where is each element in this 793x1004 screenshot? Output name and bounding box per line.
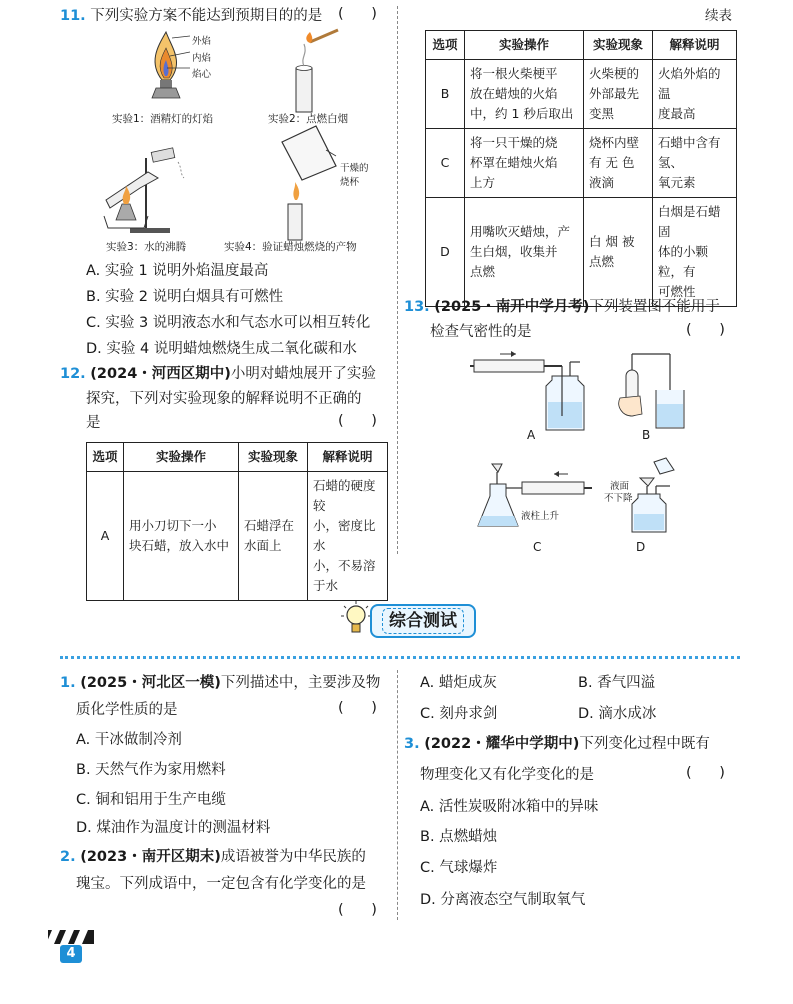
flame-label-core: 焰心 xyxy=(192,69,212,80)
apparatus-c-label: C xyxy=(533,540,542,554)
table-header-row xyxy=(426,31,737,60)
q11-option-d[interactable]: D. 实验 4 说明蜡烛燃烧生成二氧化碳和水 xyxy=(86,341,357,357)
table-header-row xyxy=(87,443,388,472)
row-c-explanation: 石蜡中含有氢、 氧元素 xyxy=(653,129,737,198)
c3-option-a[interactable]: A. 活性炭吸附冰箱中的异味 xyxy=(420,799,599,815)
q12-source: (2024・河西区期中) xyxy=(90,366,231,382)
c1-number: 1. xyxy=(60,675,76,691)
q12-answer-paren[interactable]: ( ) xyxy=(338,413,377,429)
row-a-explanation: 石蜡的硬度较 小，密度比水 小，不易溶于水 xyxy=(308,472,388,601)
row-a-phenomenon: 石蜡浮在 水面上 xyxy=(239,472,308,601)
th-operation: 实验操作 xyxy=(124,443,239,472)
alcohol-lamp-flame-illustration xyxy=(152,32,190,98)
c1-option-a[interactable]: A. 干冰做制冷剂 xyxy=(76,732,182,748)
row-d-option: D xyxy=(426,198,465,307)
row-c-option: C xyxy=(426,129,465,198)
q12-number: 12. xyxy=(60,366,86,382)
c3-source: (2022・耀华中学期中) xyxy=(424,736,580,752)
c1-option-d[interactable]: D. 煤油作为温度计的测温材料 xyxy=(76,820,271,836)
q13-number: 13. xyxy=(404,299,430,315)
c2-stem-2: 瑰宝。下列成语中，一定包含有化学变化的是 xyxy=(76,876,366,892)
c2-answer-paren[interactable]: ( ) xyxy=(338,902,377,918)
c1-option-b[interactable]: B. 天然气作为家用燃料 xyxy=(76,762,226,778)
c1-answer-paren[interactable]: ( ) xyxy=(338,700,377,716)
c3-stem-2: 物理变化又有化学变化的是 xyxy=(420,767,594,783)
continued-label: 续表 xyxy=(705,8,732,24)
apparatus-d-label: D xyxy=(636,540,646,554)
c3-stem-1: 下列变化过程中既有 xyxy=(579,736,710,752)
row-c-phenomenon: 烧杯内壁 有 无 色 液滴 xyxy=(584,129,653,198)
th-explanation: 解释说明 xyxy=(653,31,737,60)
q11-stem-line xyxy=(60,6,322,26)
page-number-badge xyxy=(48,930,94,964)
table-row xyxy=(87,472,388,601)
q12-stem-line-1 xyxy=(60,364,376,384)
level-not-drop-label-2: 不下降 xyxy=(604,493,633,504)
c3-option-c[interactable]: C. 气球爆炸 xyxy=(420,860,498,876)
q13-answer-paren[interactable]: ( ) xyxy=(686,322,725,338)
apparatus-a-illustration xyxy=(470,351,584,430)
row-b-option: B xyxy=(426,60,465,129)
row-a-option: A xyxy=(87,472,124,601)
th-phenomenon: 实验现象 xyxy=(584,31,653,60)
flame-label-outer: 外焰 xyxy=(192,36,212,47)
c2-stem-line-1 xyxy=(60,847,366,867)
c3-option-b[interactable]: B. 点燃蜡烛 xyxy=(420,829,498,845)
boiling-water-illustration xyxy=(104,148,184,233)
th-explanation: 解释说明 xyxy=(308,443,388,472)
apparatus-a-label: A xyxy=(527,428,536,442)
row-c-operation: 将一只干燥的烧 杯罩在蜡烛火焰 上方 xyxy=(465,129,584,198)
caption-exp4: 实验4：验证蜡烛燃烧的产物 xyxy=(224,241,357,253)
dry-beaker-label-1: 干燥的 xyxy=(340,163,369,174)
c1-stem-line-1 xyxy=(60,673,380,693)
row-d-operation: 用嘴吹灭蜡烛，产 生白烟，收集并 点燃 xyxy=(465,198,584,307)
q12-stem-2: 探究，下列对实验现象的解释说明不正确的 xyxy=(86,391,362,407)
q13-stem-line-1 xyxy=(404,297,720,317)
level-not-drop-label-1: 液面 xyxy=(610,481,630,492)
c2-option-a[interactable]: A. 蜡炬成灰 xyxy=(420,675,497,691)
caption-exp3: 实验3：水的沸腾 xyxy=(106,241,187,253)
caption-exp1: 实验1：酒精灯的灯焰 xyxy=(112,113,214,125)
table-row xyxy=(426,198,737,307)
row-b-operation: 将一根火柴梗平 放在蜡烛的火焰 中，约 1 秒后取出 xyxy=(465,60,584,129)
candle-smoke-illustration xyxy=(296,30,338,112)
c3-number: 3. xyxy=(404,736,420,752)
section-title-box xyxy=(370,604,476,638)
q11-answer-paren[interactable]: ( ) xyxy=(338,6,377,22)
q11-figure xyxy=(100,28,390,258)
column-divider-bottom xyxy=(397,670,398,920)
c2-option-c[interactable]: C. 刻舟求剑 xyxy=(420,706,498,722)
dry-beaker-label-2: 烧杯 xyxy=(340,177,360,188)
c3-stem-line-1 xyxy=(404,734,710,754)
apparatus-b-label: B xyxy=(642,428,651,442)
table-row xyxy=(426,60,737,129)
lightbulb-icon xyxy=(340,600,372,640)
continued-table xyxy=(425,30,737,307)
c3-option-d[interactable]: D. 分离液态空气制取氧气 xyxy=(420,892,586,908)
row-a-operation: 用小刀切下一小 块石蜡，放入水中 xyxy=(124,472,239,601)
flame-label-inner: 内焰 xyxy=(192,53,212,64)
q13-stem-1: 下列装置图不能用于 xyxy=(589,299,720,315)
q12-stem-1: 小明对蜡烛展开了实验 xyxy=(230,366,376,382)
column-divider-top xyxy=(397,6,398,554)
th-operation: 实验操作 xyxy=(465,31,584,60)
section-title: 综合测试 xyxy=(382,608,464,634)
c2-option-b[interactable]: B. 香气四溢 xyxy=(578,675,656,691)
q11-option-a[interactable]: A. 实验 1 说明外焰温度最高 xyxy=(86,263,269,279)
c2-stem-1: 成语被誉为中华民族的 xyxy=(220,849,366,865)
c1-stem-1: 下列描述中，主要涉及物 xyxy=(220,675,381,691)
row-b-phenomenon: 火柴梗的 外部最先 变黑 xyxy=(584,60,653,129)
q11-stem: 下列实验方案不能达到预期目的的是 xyxy=(90,8,323,24)
row-d-phenomenon: 白 烟 被 点燃 xyxy=(584,198,653,307)
th-phenomenon: 实验现象 xyxy=(239,443,308,472)
q13-stem-2: 检查气密性的是 xyxy=(430,324,532,340)
c2-option-d[interactable]: D. 滴水成冰 xyxy=(578,706,657,722)
dry-beaker-candle-illustration xyxy=(282,126,336,240)
th-option: 选项 xyxy=(87,443,124,472)
q13-apparatus-figure xyxy=(470,346,740,546)
th-option: 选项 xyxy=(426,31,465,60)
table-row xyxy=(426,129,737,198)
c3-answer-paren[interactable]: ( ) xyxy=(686,765,725,781)
apparatus-b-illustration xyxy=(619,354,684,428)
c2-number: 2. xyxy=(60,849,76,865)
liquid-column-rises-label: 液柱上升 xyxy=(521,511,560,522)
row-d-explanation: 白烟是石蜡固 体的小颗粒，有 可燃性 xyxy=(653,198,737,307)
c2-source: (2023・南开区期末) xyxy=(80,849,221,865)
row-b-explanation: 火焰外焰的温 度最高 xyxy=(653,60,737,129)
apparatus-d-illustration xyxy=(632,458,674,532)
c1-stem-2: 质化学性质的是 xyxy=(76,702,178,718)
q11-option-b[interactable]: B. 实验 2 说明白烟具有可燃性 xyxy=(86,289,284,305)
q12-table xyxy=(86,442,388,601)
q11-number: 11. xyxy=(60,8,86,24)
c1-option-c[interactable]: C. 铜和铝用于生产电缆 xyxy=(76,792,226,808)
caption-exp2: 实验2：点燃白烟 xyxy=(268,113,349,125)
page-number: 4 xyxy=(60,945,82,963)
section-dotted-rule xyxy=(60,656,740,659)
q11-option-c[interactable]: C. 实验 3 说明液态水和气态水可以相互转化 xyxy=(86,315,371,331)
c1-source: (2025・河北区一模) xyxy=(80,675,221,691)
q13-source: (2025・南开中学月考) xyxy=(434,299,590,315)
q12-stem-3: 是 xyxy=(86,415,101,431)
